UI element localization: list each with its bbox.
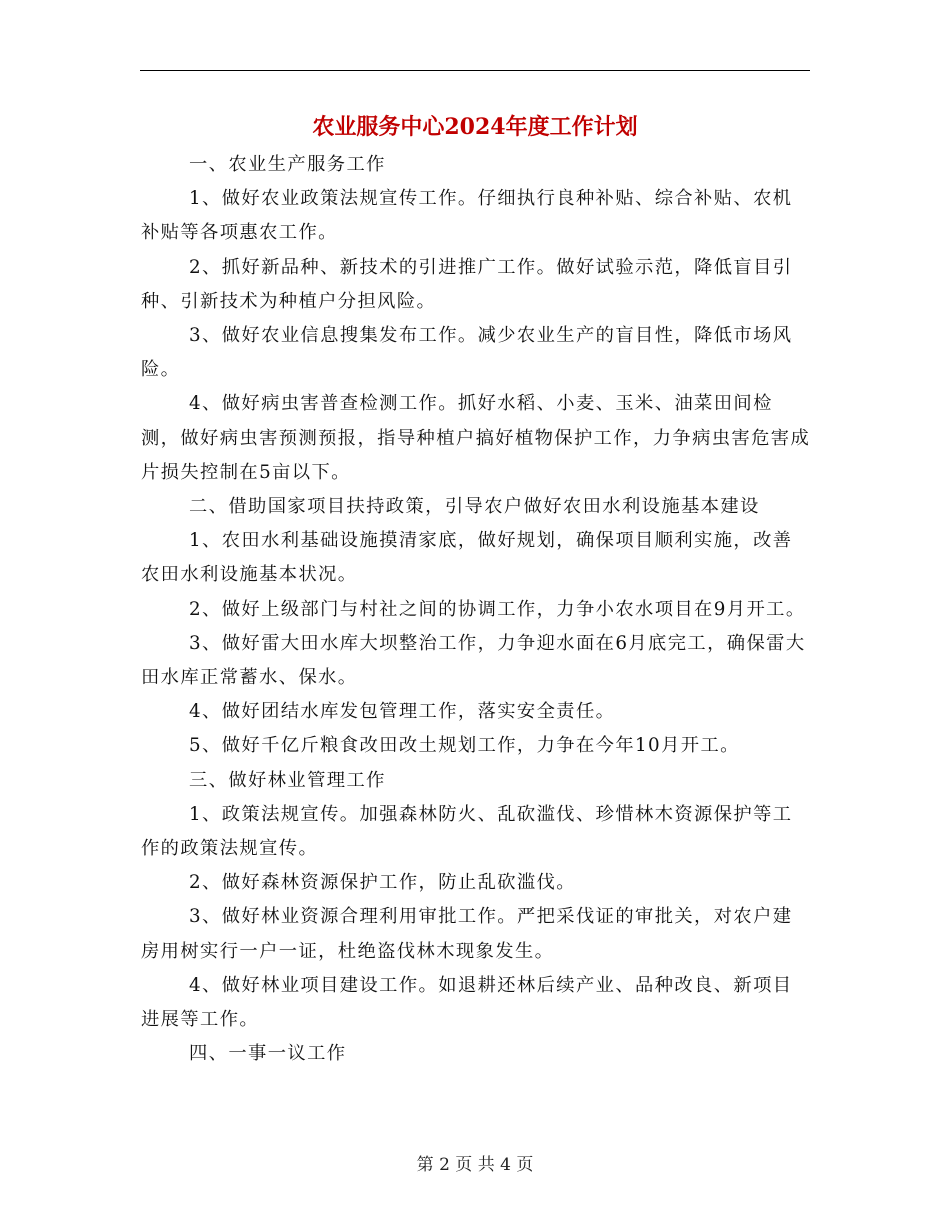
section-heading: 三、做好林业管理工作 bbox=[189, 769, 386, 791]
paragraph: 1、政策法规宣传。加强森林防火、乱砍滥伐、珍惜林木资源保护等工作的政策法规宣传。 bbox=[141, 803, 793, 860]
paragraph: 4、做好团结水库发包管理工作，落实安全责任。 bbox=[189, 701, 616, 723]
document-body bbox=[141, 148, 811, 1071]
paragraph: 2、做好上级部门与村社之间的协调工作，力争小农水项目在9月开工。 bbox=[189, 598, 806, 620]
section-heading: 四、一事一议工作 bbox=[189, 1043, 347, 1065]
paragraph: 2、做好森林资源保护工作，防止乱砍滥伐。 bbox=[189, 872, 576, 894]
header-rule bbox=[140, 70, 810, 71]
paragraph: 3、做好林业资源合理利用审批工作。严把采伐证的审批关，对农户建房用树实行一户一证，杜绝盗伐林木现象发生。 bbox=[141, 906, 793, 962]
document-title: 农业服务中心2024年度工作计划 bbox=[312, 114, 638, 140]
paragraph: 3、做好雷大田水库大坝整治工作，力争迎水面在6月底完工，确保雷大田水库正常蓄水、保水。 bbox=[141, 632, 806, 689]
section-heading: 一、农业生产服务工作 bbox=[189, 154, 386, 175]
paragraph: 5、做好千亿斤粮食改田改土规划工作，力争在今年10月开工。 bbox=[189, 735, 740, 757]
paragraph: 1、做好农业政策法规宣传工作。仔细执行良种补贴、综合补贴、农机补贴等各项惠农工作。 bbox=[141, 188, 793, 244]
paragraph: 4、做好病虫害普查检测工作。抓好水稻、小麦、玉米、油菜田间检测，做好病虫害预测预报，指导种植户搞好植物保护工作，力争病虫害危害成片损失控制在5亩以下。 bbox=[141, 393, 811, 483]
paragraph: 2、抓好新品种、新技术的引进推广工作。做好试验示范，降低盲目引种、引新技术为种植户分担风险。 bbox=[141, 256, 793, 312]
paragraph: 3、做好农业信息搜集发布工作。减少农业生产的盲目性，降低市场风险。 bbox=[141, 325, 793, 381]
page-number: 第 2 页 共 4 页 bbox=[416, 1155, 534, 1175]
paragraph: 1、农田水利基础设施摸清家底，做好规划，确保项目顺利实施，改善农田水利设施基本状况。 bbox=[141, 530, 793, 586]
paragraph: 4、做好林业项目建设工作。如退耕还林后续产业、品种改良、新项目进展等工作。 bbox=[141, 974, 793, 1031]
section-heading: 二、借助国家项目扶持政策，引导农户做好农田水利设施基本建设 bbox=[189, 496, 760, 518]
